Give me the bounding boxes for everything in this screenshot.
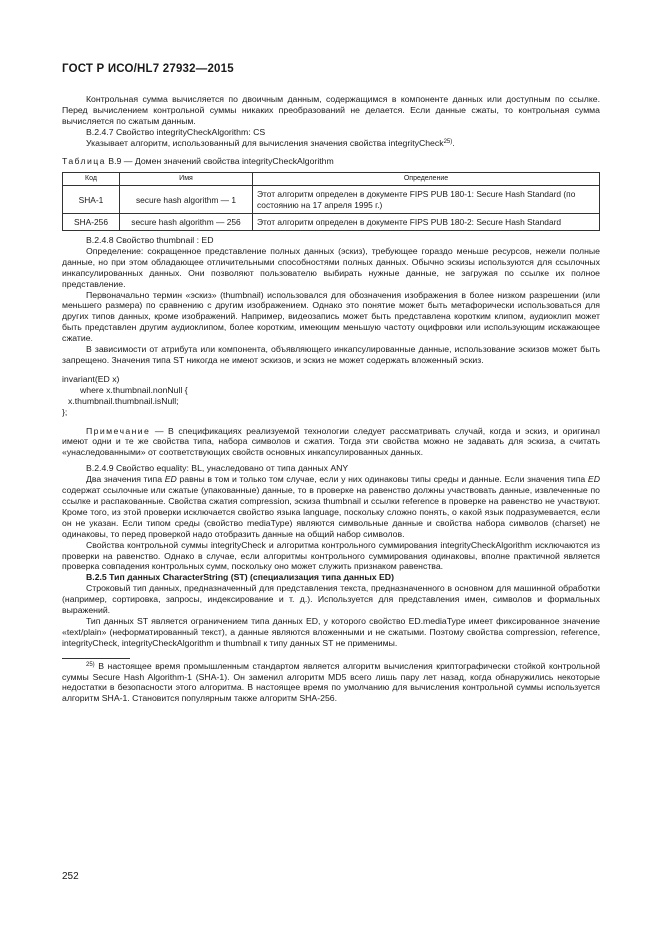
section-heading-thumbnail: В.2.4.8 Свойство thumbnail : ED <box>86 235 214 246</box>
note-text: — В спецификациях реализуемой технологии следует рассматривать случай, когда и эскиз, и оригинал имеют одни и те же свойства типа, набора символов и сжатия. Тогда эти свойства можно не задавать для эскиза, а считать «унаследованными» от соответствующих свойств основных инкапсулированных данных. <box>62 425 600 458</box>
paragraph-thumbnail-definition: Определение: сокращенное представление полных данных (эскиз), требующее гораздо меньше ресурсов, нежели полные данные, но при этом обладающее отличительными способностями полных данных. Обычно эскизы используются для ссылочных инкапсулированных данных. Они позволяют пользователю выбирать нужные данные, не загружая по ссылке их полное представление. <box>62 245 600 289</box>
section-heading-integrity-check-algorithm: В.2.4.7 Свойство integrityCheckAlgorithm: CS <box>86 126 266 137</box>
footnote-text: В настоящее время промышленным стандартом является алгоритм вычисления криптографически стойкой контрольной суммы Secure Hash Algorithm-1 (SHA-1). Он заменил алгоритм MD5 всего лишь пару лет назад, когда обнаружились некоторые недостатки в безопасности этого алгоритма. В настоящее время по умолчанию для вычисления контрольной суммы используется алгоритм SHA-1. Становится популярным также алгоритм SHA-256. <box>62 660 600 704</box>
table-header-row <box>63 173 600 186</box>
main-content <box>62 94 600 704</box>
paragraph-checksum-equality: Свойства контрольной суммы integrityCheck и алгоритма контрольного суммирования integrityCheckAlgorithm исключаются из проверки на равенство. Однако в случае, если алгоритмы контрольного суммирования одинаковы, вполне практичной является проверка совпадения контрольных сумм, поскольку оно может служить признаком равенства. <box>62 539 600 572</box>
table-cell-definition: Этот алгоритм определен в документе FIPS PUB 180-2: Secure Hash Standard <box>253 213 600 230</box>
document-header: ГОСТ Р ИСО/HL7 27932—2015 <box>62 63 234 75</box>
table-cell-definition: Этот алгоритм определен в документе FIPS PUB 180-1: Secure Hash Standard (по состоянию на 17 апреля 1995 г.) <box>253 186 600 213</box>
table-header-definition: Определение <box>253 173 600 186</box>
code-line: invariant(ED x) <box>62 373 120 384</box>
paragraph-algorithm-note: Указывает алгоритм, использованный для вычисления значения свойства integrityCheck$^{25)}$. <box>86 137 455 148</box>
paragraph-st-restriction: Тип данных ST является ограничением типа данных ED, у которого свойство ED.mediaType имеет фиксированное значение «text/plain» (неформатированный текст), а данные являются вложенными и не сжатыми. Поэтому свойства compression, reference, integrityCheck, integrityCheckAlgorithm и thumbnail к типу данных ST не применимы. <box>62 615 600 648</box>
table-row <box>63 213 600 230</box>
code-line: where x.thumbnail.nonNull { <box>80 384 188 395</box>
table-row <box>63 186 600 213</box>
code-line: x.thumbnail.thumbnail.isNull; <box>68 395 179 406</box>
page-number: 252 <box>62 871 79 882</box>
code-line: }; <box>62 406 68 417</box>
algorithm-domain-table <box>62 172 600 231</box>
section-heading-character-string: В.2.5 Тип данных CharacterString (ST) (специализация типа данных ED) <box>86 572 394 583</box>
table-caption <box>62 156 600 167</box>
paragraph-thumbnail-history: Первоначально термин «эскиз» (thumbnail) использовался для обозначения изображения в более низком разрешении (или меньшего размера) по сравнению с другим изображением. Однако это понятие может быть метафорически использоваться для других типов данных, кроме изображений. Например, видеозапись может быть представлена коротким клипом, аудиоклип может быть представлен другим аудиоклипом, более коротким, имеющим меньшую частоту оцифровки или использующим искажающее сжатие. <box>62 289 600 344</box>
paragraph-equality: Два значения типа ED равны в том и только том случае, если у них одинаковы типы среды и данные. Если значения типа ED содержат ссылочные или сжатые (упакованные) данные, то в проверке на равенство должны участвовать данные, извлеченные по ссылке и распакованные. Свойства сжатия compression, эскиза thumbnail и ссылки reference в проверке на равенство не участвуют. Кроме того, из этой проверки исключается свойство языка language, поскольку сложно понять, о какой язык подразумевается, если он не указан. Если типом среды (свойство mediaType) являются символьные данные и свойства набора символов (charset) не одинаковы, то перед проверкой надо отобразить данные на общий набор символов. <box>62 474 600 539</box>
table-header-code: Код <box>63 173 120 186</box>
table-caption-text: В.9 — Домен значений свойства integrityCheckAlgorithm <box>105 155 334 166</box>
paragraph-thumbnail-restriction: В зависимости от атрибута или компонента, объявляющего инкапсулированные данные, использование эскизов может быть запрещено. Значения типа ST никогда не имеют эскизов, и эскиз не может содержать вложенный эскиз. <box>62 344 600 366</box>
paragraph-string-type: Строковый тип данных, предназначенный для представления текста, предназначенного в основном для машинной обработки (например, сортировка, запросы, индексирование и т. д.). Используется для представления имен, символов и формальных выражений. <box>62 583 600 616</box>
footnote-ref: 25) <box>443 138 453 145</box>
section-heading-equality: В.2.4.9 Свойство equality: BL, унаследовано от типа данных ANY <box>86 463 349 474</box>
table-cell-name: secure hash algorithm — 1 <box>120 186 253 213</box>
table-header-name: Имя <box>120 173 253 186</box>
table-caption-label: Таблица <box>62 155 106 166</box>
footnote <box>62 661 600 705</box>
footnote-divider <box>62 658 130 659</box>
paragraph-checksum: Контрольная сумма вычисляется по двоичным данным, содержащимся в компоненте данных или доступным по ссылке. Перед вычислением контрольной суммы никаких преобразований не делается. Если данные сжаты, то контрольная сумма вычисляется по сжатым данным. <box>62 94 600 126</box>
table-cell-code: SHA-256 <box>63 213 120 230</box>
note-paragraph <box>62 426 600 459</box>
note-label: Примечание <box>86 425 151 436</box>
table-cell-code: SHA-1 <box>63 186 120 213</box>
footnote-mark: 25) <box>86 661 95 668</box>
table-cell-name: secure hash algorithm — 256 <box>120 213 253 230</box>
